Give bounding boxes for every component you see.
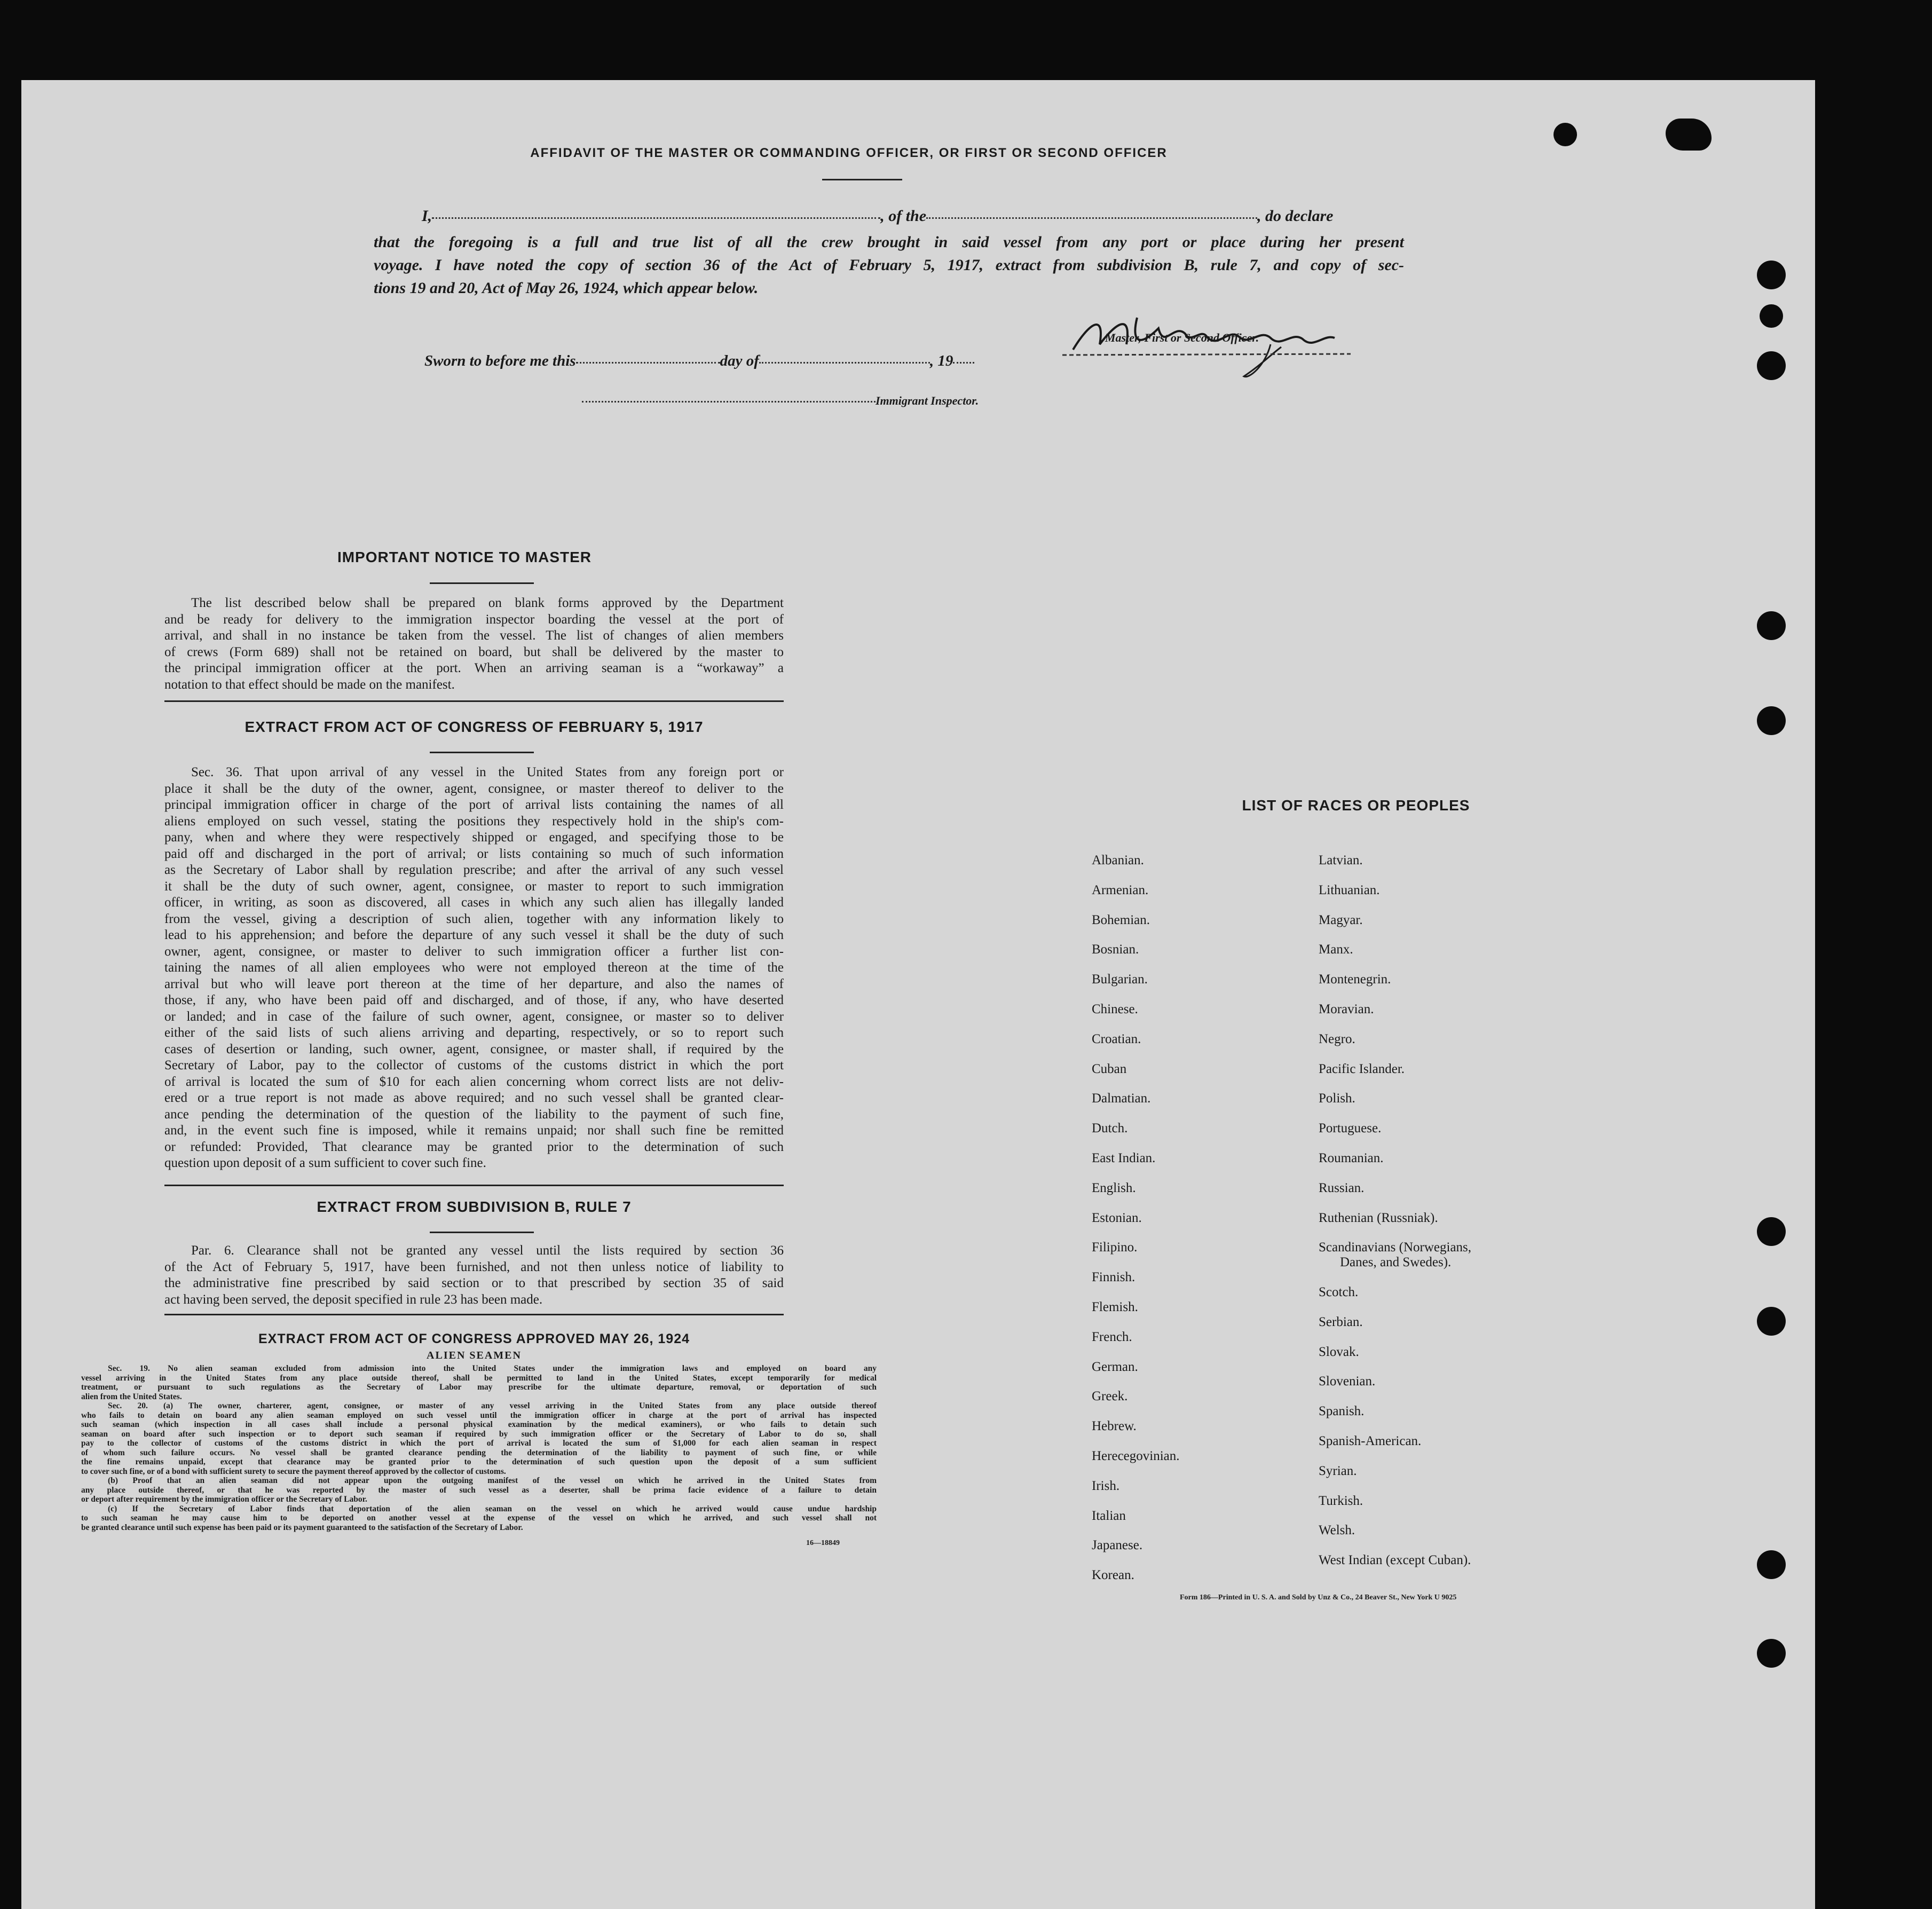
text-line: taining the names of all alien employees who were not employed thereon at the time of the (164, 960, 784, 975)
text-line: of crews (Form 689) shall not be retained on board, but shall be delivered by the master to (164, 644, 784, 659)
ink-blot (1666, 119, 1712, 151)
text-line: question upon deposit of a sum sufficient to cover such fine. (164, 1156, 486, 1170)
text-line: the administrative fine prescribed by said section or to that prescribed by section 35 of said (164, 1276, 784, 1290)
do-declare-label: , do declare (1257, 207, 1334, 225)
binder-hole (1757, 1550, 1786, 1579)
race-item: Montenegrin. (1319, 972, 1391, 987)
race-item: German. (1092, 1359, 1138, 1374)
sworn-line (424, 352, 974, 370)
binder-hole (1757, 706, 1786, 735)
declaration-line (422, 207, 1399, 225)
race-item: Dutch. (1092, 1121, 1128, 1136)
text-line: The list described below shall be prepared on blank forms approved by the Department (191, 596, 784, 610)
race-item: Flemish. (1092, 1299, 1138, 1314)
affidavit-body: that the foregoing is a full and true list of all the crew brought in said vessel from any port or place during her present voyage. I have noted the copy of section 36 of the Act of February 5, 1917, extract from subdivision B, rule 7, and copy of sec- tions 19 and 20, Act of May 26, 1924, which appear below. (374, 233, 1404, 297)
race-item: Magyar. (1319, 912, 1363, 927)
i-label: I, (422, 207, 432, 225)
binder-hole (1554, 123, 1577, 146)
race-item: Latvian. (1319, 853, 1363, 867)
divider (430, 1232, 534, 1233)
text-line: owner, agent, consignee, or master to deliver to such immigration officer a further list con- (164, 944, 784, 959)
text-line: either of the said lists of such aliens arriving and departing, respectively, or so to report such (164, 1026, 784, 1040)
binder-hole (1757, 261, 1786, 289)
races-title: LIST OF RACES OR PEOPLES (1242, 797, 1470, 814)
races-right-column (1319, 846, 1586, 1575)
text-line: pany, when and where they were respectively shipped or engaged, and specifying those to be (164, 830, 784, 845)
text-line: cases of desertion or landing, such owner, agent, consignee, or master shall, if required by the (164, 1042, 784, 1056)
race-item: Estonian. (1092, 1210, 1142, 1225)
race-item: Manx. (1319, 942, 1353, 957)
race-item: Cuban (1092, 1061, 1127, 1076)
race-item: Bosnian. (1092, 942, 1139, 957)
signer-title: Master, First or Second Officer. (1105, 331, 1259, 344)
inspector-line (582, 394, 979, 408)
race-item: Finnish. (1092, 1270, 1135, 1285)
binder-hole (1757, 1307, 1786, 1336)
document-page (21, 80, 1815, 1909)
race-item: English. (1092, 1180, 1136, 1195)
race-item: Roumanian. (1319, 1150, 1384, 1165)
text-line: (c) If the Secretary of Labor finds that deportation of the alien seaman on the vessel on which he arrived would cause undue hardship (108, 1504, 877, 1513)
race-item: Serbian. (1319, 1314, 1363, 1329)
race-item: Italian (1092, 1508, 1126, 1523)
race-item: Greek. (1092, 1389, 1128, 1404)
text-line: Sec. 36. That upon arrival of any vessel in the United States from any foreign port or (191, 765, 784, 779)
race-item: Armenian. (1092, 882, 1149, 897)
extract1917-text (164, 764, 784, 1172)
race-item: Portuguese. (1319, 1121, 1382, 1136)
race-item: Filipino. (1092, 1240, 1138, 1255)
text-line: alien from the United States. (81, 1392, 182, 1401)
race-item: Moravian. (1319, 1001, 1374, 1016)
race-item: Japanese. (1092, 1538, 1143, 1553)
divider (164, 1314, 784, 1315)
text-line: Sec. 19. No alien seaman excluded from admission into the United States under the immigration laws and employed on board any (108, 1364, 877, 1373)
text-line: those, if any, who have been paid off and discharged, and of those, if any, who have deserted (164, 993, 784, 1007)
text-line: lead to his apprehension; and before the departure of any such vessel it shall be the duty of such (164, 928, 784, 942)
affidavit-title: AFFIDAVIT OF THE MASTER OR COMMANDING OFFICER, OR FIRST OR SECOND OFFICER (530, 146, 1168, 160)
text-line: arrival, and shall in no instance be taken from the vessel. The list of changes of alien members (164, 628, 784, 643)
race-item: Dalmatian. (1092, 1091, 1151, 1106)
race-item: Russian. (1319, 1180, 1365, 1195)
race-item: Lithuanian. (1319, 882, 1380, 897)
race-item: Polish. (1319, 1091, 1355, 1106)
divider (430, 752, 534, 753)
races-left-column (1092, 846, 1295, 1590)
race-item: Bohemian. (1092, 912, 1150, 927)
binder-hole (1757, 1217, 1786, 1246)
extract1924-title: EXTRACT FROM ACT OF CONGRESS APPROVED MAY 26, 1924 (258, 1331, 690, 1346)
race-item: Albanian. (1092, 853, 1144, 867)
text-line: aliens employed on such vessel, stating the positions they respectively hold in the ship's com- (164, 814, 784, 829)
race-item: Herecegovinian. (1092, 1448, 1180, 1463)
divider (822, 179, 902, 180)
text-line: or refunded: Provided, That clearance may be granted prior to the determination of such (164, 1139, 784, 1154)
race-item: Korean. (1092, 1568, 1134, 1583)
text-line: be granted clearance until such expense has been paid or its payment guaranteed to the satisfaction of the Secretary of Labor. (81, 1523, 523, 1532)
text-line: of whom such failure occurs. No vessel shall be granted clearance pending the determination of the liability to payment of such fine, or while (81, 1448, 877, 1457)
race-item: Slovak. (1319, 1344, 1359, 1359)
text-line: ered or a true report is not made as above required; and no such vessel shall be granted clear- (164, 1091, 784, 1105)
binder-hole (1757, 351, 1786, 380)
binder-hole (1757, 611, 1786, 640)
rule7-text (164, 1243, 784, 1308)
text-line: principal immigration officer in charge of the port of arrival lists containing the names of all (164, 798, 784, 812)
race-item: Scotch. (1319, 1284, 1359, 1299)
race-item: Bulgarian. (1092, 972, 1148, 987)
text-line: or deport after requirement by the immigration officer or the Secretary of Labor. (81, 1495, 367, 1504)
divider (164, 700, 784, 702)
text-line: the fine remains unpaid, except that clearance may be granted prior to the determination of such question upon the deposit of a sum sufficient (81, 1457, 877, 1466)
race-item: West Indian (except Cuban). (1319, 1553, 1471, 1568)
binder-hole (1757, 1639, 1786, 1668)
text-line: Secretary of Labor, pay to the collector of customs of the customs district in which the port (164, 1058, 784, 1072)
notice-title: IMPORTANT NOTICE TO MASTER (337, 549, 592, 565)
text-line: of the Act of February 5, 1917, have been furnished, and not then unless notice of liability to (164, 1259, 784, 1274)
race-item: Croatian. (1092, 1031, 1141, 1046)
text-line: who fails to detain on board any alien seaman employed on such vessel until the immigration officer in charge at the port of arrival has inspected (81, 1410, 877, 1420)
divider (430, 582, 534, 584)
race-item: Pacific Islander. (1319, 1061, 1405, 1076)
text-line: (b) Proof that an alien seaman did not appear upon the outgoing manifest of the vessel on which he arrived in the United States from (108, 1476, 877, 1485)
race-item: Irish. (1092, 1478, 1120, 1493)
text-line: act having been served, the deposit specified in rule 23 has been made. (164, 1292, 543, 1307)
binder-hole (1760, 304, 1783, 328)
text-line: to such seaman he may cause him to be deported on another vessel at the expense of the vessel on which he arrived, and such vessel shall not (81, 1513, 877, 1523)
race-item: Scandinavians (Norwegians, (1319, 1240, 1472, 1255)
text-line: or landed; and in case of the failure of such owner, agent, consignee, or master so to deliver (164, 1009, 784, 1024)
text-line: treatment, or pursuant to such regulations as the Secretary of Labor may prescribe for the ultimate departure, removal, or deportation of such (81, 1383, 877, 1392)
text-line: it shall be the duty of such owner, agent, consignee, or master to report to such immigration (164, 879, 784, 894)
race-item: Negro. (1319, 1031, 1355, 1046)
text-line: Par. 6. Clearance shall not be granted any vessel until the lists required by section 36 (191, 1243, 784, 1258)
extract1917-title: EXTRACT FROM ACT OF CONGRESS OF FEBRUARY 5, 1917 (245, 719, 704, 735)
day-of-label: day of (720, 352, 759, 369)
text-line: arrival but who will leave port thereon at the time of her departure, and also the names of (164, 976, 784, 991)
race-item: Welsh. (1319, 1523, 1355, 1538)
text-line: place it shall be the duty of the owner, agent, consignee, or master thereof to deliver to the (164, 781, 784, 796)
race-item: Danes, and Swedes). (1340, 1255, 1452, 1270)
text-line: ance pending the determination of the question of the liability to the payment of such fine, (164, 1107, 784, 1122)
race-item: Chinese. (1092, 1001, 1138, 1016)
notice-text (164, 595, 784, 693)
race-item: French. (1092, 1329, 1132, 1344)
race-item: Spanish. (1319, 1404, 1365, 1419)
race-item: Ruthenian (Russniak). (1319, 1210, 1438, 1225)
race-item: East Indian. (1092, 1150, 1156, 1165)
race-item: Hebrew. (1092, 1419, 1137, 1434)
text-line: from the vessel, giving a description of such alien, together with any information likely to (164, 911, 784, 926)
text-line: seaman on board after such inspection or to deport such seaman if required by such immigration officer or the Secretary of Labor to do so, shall (81, 1429, 877, 1439)
text-line: vessel arriving in the United States from any place outside thereof, shall be permitted to land in the United States, except temporarily for medical (81, 1373, 877, 1383)
text-line: notation to that effect should be made on the manifest. (164, 677, 455, 692)
of-the-label: , of the (880, 207, 927, 225)
race-item: Syrian. (1319, 1463, 1357, 1478)
form-info: Form 186—Printed in U. S. A. and Sold by Unz & Co., 24 Beaver St., New York U 9025 (1180, 1594, 1457, 1602)
text-line: as the Secretary of Labor shall by regulation prescribe; and after the arrival of any such vessel (164, 863, 784, 877)
text-line: such seaman (which inspection in all cases shall include a personal physical examination by the medical examiners), or who fails to detain such (81, 1420, 877, 1429)
text-line: of arrival is located the sum of $10 for each alien concerning whom correct lists are not deliv- (164, 1074, 784, 1089)
race-item: Slovenian. (1319, 1374, 1376, 1389)
text-line: paid off and discharged in the port of arrival; or lists containing so much of such information (164, 846, 784, 861)
rule7-title: EXTRACT FROM SUBDIVISION B, RULE 7 (317, 1198, 632, 1215)
text-line: the principal immigration officer at the port. When an arriving seaman is a “workaway” a (164, 661, 784, 675)
divider (164, 1185, 784, 1186)
text-line: to cover such fine, or of a bond with sufficient surety to secure the payment thereof approved by the collector of customs. (81, 1466, 506, 1476)
text-line: pay to the collector of customs of the customs district in which the port of arrival is located the sum of $1,000 for each alien seaman in respect (81, 1439, 877, 1448)
year-label: , 19 (929, 352, 953, 369)
text-line: any place outside thereof, or that he was reported by the master of such vessel as a deserter, shall be prima facie evidence of a failure to detain (81, 1485, 877, 1495)
text-line: Sec. 20. (a) The owner, charterer, agent, consignee, or master of any vessel arriving in the United States from any place outside thereof (108, 1401, 877, 1410)
extract1924-subtitle: ALIEN SEAMEN (427, 1350, 522, 1361)
print-code: 16—18849 (806, 1539, 840, 1547)
text-line: and, in the event such fine is imposed, while it remains unpaid; nor shall such fine be remitted (164, 1123, 784, 1138)
race-item: Turkish. (1319, 1493, 1363, 1508)
sworn-label: Sworn to before me this (424, 352, 576, 369)
race-item: Spanish-American. (1319, 1433, 1422, 1448)
extract1924-text (81, 1364, 877, 1532)
text-line: and be ready for delivery to the immigration inspector boarding the vessel at the port of (164, 612, 784, 627)
inspector-label: Immigrant Inspector. (876, 394, 979, 407)
text-line: officer, in writing, as soon as discovered, all cases in which any such alien has illegally landed (164, 895, 784, 910)
